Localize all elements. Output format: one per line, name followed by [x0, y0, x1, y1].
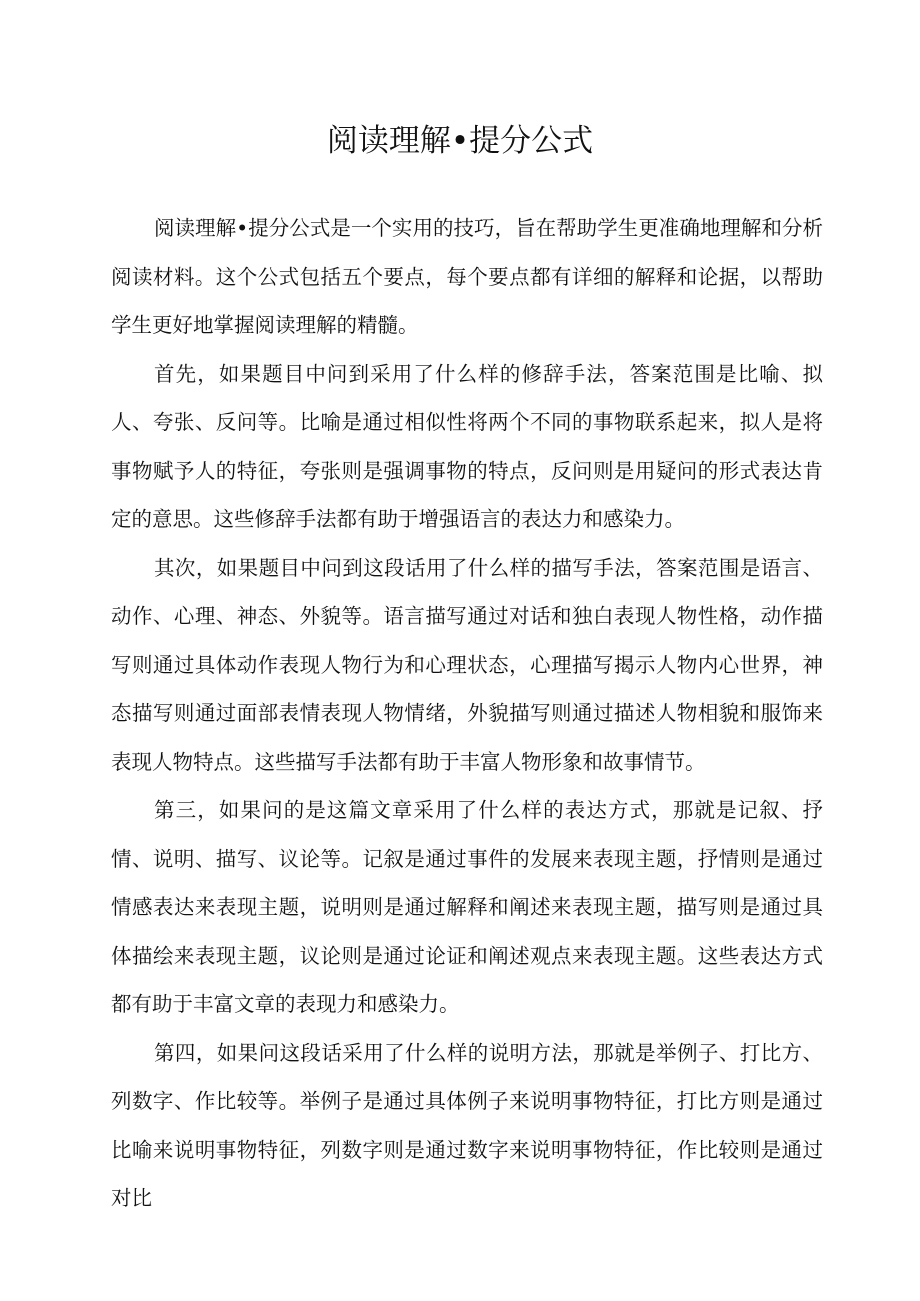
document-title: 阅读理解•提分公式: [326, 123, 594, 159]
document-body: [111, 204, 823, 1223]
paragraph-description: 其次，如果题目中问到这段话用了什么样的描写手法，答案范围是语言、动作、心理、神态、外貌等。语言描写通过对话和独白表现人物性格，动作描写则通过具体动作表现人物行为和心理状态，心理描写揭示人物内心世界，神态描写则通过面部表情表现人物情绪，外貌描写则通过描述人物相貌和服饰来表现人物特点。这些描写手法都有助于丰富人物形象和故事情节。: [111, 555, 823, 774]
paragraph-expression: 第三，如果问的是这篇文章采用了什么样的表达方式，那就是记叙、抒情、说明、描写、议论等。记叙是通过事件的发展来表现主题，抒情则是通过情感表达来表现主题，说明则是通过解释和阐述来表现主题，描写则是通过具体描绘来表现主题，议论则是通过论证和阐述观点来表现主题。这些表达方式都有助于丰富文章的表现力和感染力。: [111, 798, 823, 1016]
paragraph-explanation: 第四，如果问这段话采用了什么样的说明方法，那就是举例子、打比方、列数字、作比较等。举例子是通过具体例子来说明事物特征，打比方则是通过比喻来说明事物特征，列数字则是通过数字来说明事物特征，作比较则是通过对比: [111, 1040, 823, 1210]
paragraph-rhetoric: 首先，如果题目中问到采用了什么样的修辞手法，答案范围是比喻、拟人、夸张、反问等。比喻是通过相似性将两个不同的事物联系起来，拟人是将事物赋予人的特征，夸张则是强调事物的特点，反问则是用疑问的形式表达肯定的意思。这些修辞手法都有助于增强语言的表达力和感染力。: [111, 361, 823, 531]
paragraph-intro: 阅读理解•提分公式是一个实用的技巧，旨在帮助学生更准确地理解和分析阅读材料。这个公式包括五个要点，每个要点都有详细的解释和论据，以帮助学生更好地掌握阅读理解的精髓。: [111, 216, 823, 337]
